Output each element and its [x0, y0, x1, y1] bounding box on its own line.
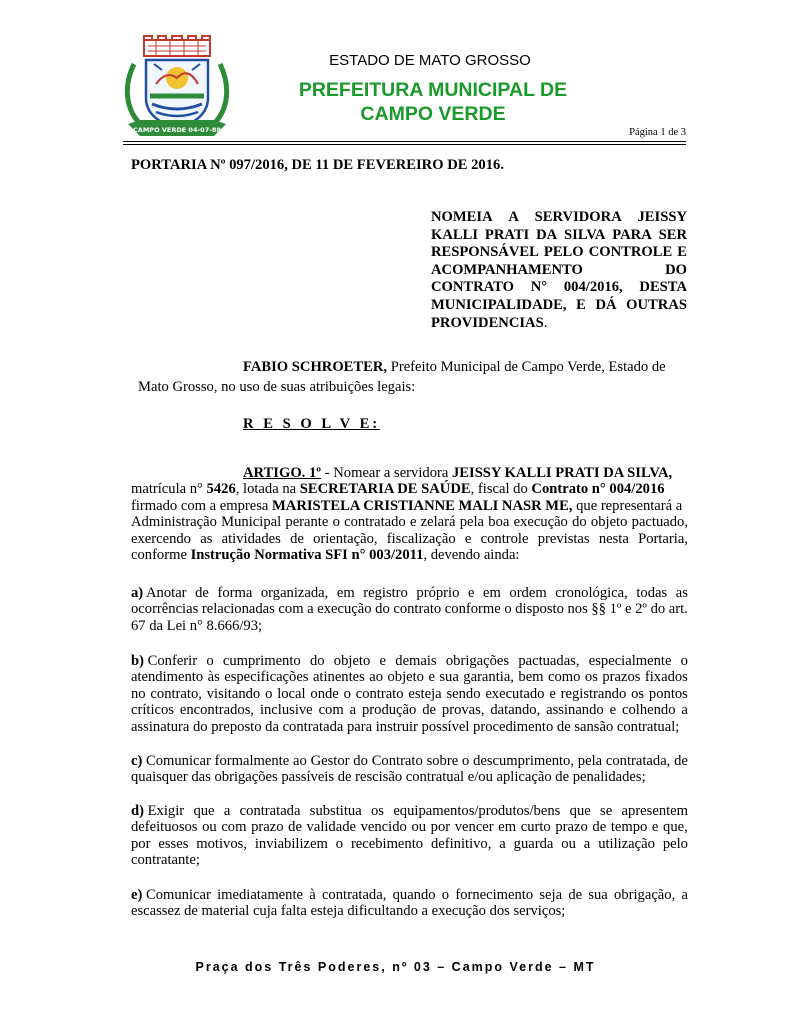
- item-line: [131, 753, 688, 769]
- word: os: [371, 803, 384, 819]
- word: imediatamente: [217, 887, 303, 903]
- footer-address: Praça dos Três Poderes, nº 03 – Campo Verde – MT: [195, 960, 596, 974]
- item-line: [131, 836, 688, 852]
- ementa-line: [431, 279, 687, 297]
- word: obrigação,: [614, 887, 676, 903]
- word: zelará: [420, 514, 456, 531]
- word: curto: [520, 819, 551, 836]
- word: validade: [306, 819, 356, 836]
- word: forma: [217, 585, 253, 601]
- word: c) Comunicar: [131, 753, 211, 769]
- artigo-text: que representará a: [572, 497, 683, 514]
- word: e: [428, 669, 435, 686]
- item-line: quaisquer das obrigações passíveis de rescisão contratual e/ou aplicação de penalidades;: [131, 769, 646, 786]
- word: do: [650, 601, 666, 618]
- word: guarda: [513, 835, 554, 852]
- word: objeto: [333, 653, 371, 669]
- ementa-line: [431, 244, 687, 262]
- word: ordem: [509, 585, 547, 601]
- word: ocorrências: [131, 601, 199, 618]
- word: por: [131, 835, 151, 852]
- servidora-name: JEISSY KALLI PRATI DA SILVA,: [451, 465, 673, 481]
- word: de: [674, 753, 688, 769]
- word: atinentes: [312, 669, 365, 686]
- contrato-number: Contrato n° 004/2016: [531, 481, 665, 498]
- word: execução: [513, 514, 568, 531]
- artigo-text: firmado com a empresa: [131, 497, 273, 514]
- page-number: Página 1 de 3: [629, 127, 686, 138]
- word: próprio: [416, 585, 460, 601]
- word: pactuadas,: [518, 653, 580, 669]
- preamble-line1-rest: Prefeito Municipal de Campo Verde, Estado de: [387, 359, 666, 375]
- word: o: [504, 601, 512, 618]
- municipal-crest-logo: [122, 34, 232, 140]
- word: objeto: [387, 669, 424, 686]
- word: organizada,: [260, 585, 329, 601]
- word: ao: [369, 669, 384, 686]
- ementa-line: [431, 262, 687, 280]
- ementa-word: KALLI: [431, 226, 479, 243]
- word: que: [193, 803, 215, 819]
- word: de: [422, 702, 436, 719]
- word: inclusive: [259, 702, 313, 719]
- word: art.: [668, 601, 688, 618]
- preamble-line2: Mato Grosso, no uso de suas atribuições legais:: [138, 379, 416, 395]
- word: utilização: [598, 835, 655, 852]
- word: colhendo: [622, 702, 676, 719]
- word: por: [430, 819, 451, 836]
- word: o: [206, 653, 214, 669]
- word: cumprimento: [222, 653, 301, 669]
- word: prazo: [555, 819, 588, 836]
- artigo-line1: [131, 465, 688, 481]
- word: atividades: [221, 530, 281, 547]
- word: apresentem: [621, 803, 688, 819]
- word: quando: [392, 887, 436, 903]
- word: com: [318, 702, 344, 719]
- ementa: [431, 209, 687, 332]
- word: contrato,: [150, 685, 202, 702]
- word: ou: [202, 819, 217, 836]
- resolve-heading: R E S O L V E:: [243, 416, 381, 432]
- word: e: [379, 653, 387, 669]
- word: especificações: [224, 669, 309, 686]
- item-line: [131, 686, 688, 702]
- ementa-word: DESTA: [639, 279, 687, 296]
- ementa-word: DA: [536, 226, 558, 243]
- word: a) Anotar: [131, 585, 187, 601]
- word: previstas: [537, 530, 590, 547]
- word: executado: [485, 685, 545, 702]
- word: ao: [293, 753, 307, 769]
- word: sendo: [446, 685, 481, 702]
- ementa-word: DO: [665, 261, 687, 278]
- word: a: [223, 803, 231, 819]
- artigo-line6: [131, 547, 688, 563]
- word: sua: [588, 887, 608, 903]
- artigo-line5: [131, 531, 688, 547]
- word: a: [681, 702, 688, 719]
- word: os: [631, 685, 645, 702]
- prefeitura-title-line2: CAMPO VERDE: [360, 103, 506, 125]
- word: com: [221, 819, 247, 836]
- item-line: [131, 803, 688, 819]
- word: contrato: [393, 601, 442, 618]
- ementa-word: SER: [658, 226, 687, 243]
- word: ou: [561, 835, 576, 852]
- word: as: [200, 530, 213, 547]
- word: provas,: [441, 702, 485, 719]
- word: de: [290, 530, 304, 547]
- word: atendimento: [131, 669, 204, 686]
- word: obrigações: [445, 653, 510, 669]
- ementa-word: N°: [530, 279, 548, 296]
- ementa-word: DÁ: [595, 296, 617, 313]
- ementa-word: PARA: [612, 226, 652, 243]
- ementa-period: .: [543, 314, 548, 331]
- word: em: [498, 819, 517, 836]
- secretaria-name: SECRETARIA DE SAÚDE: [299, 481, 471, 498]
- word: pela: [577, 753, 603, 769]
- word: Gestor: [310, 753, 350, 769]
- word: e: [467, 585, 475, 601]
- word: encontrados,: [179, 702, 255, 719]
- word: vencido: [360, 819, 407, 836]
- word: contratada,: [321, 887, 387, 903]
- word: fiscalização: [386, 530, 456, 547]
- word: o: [343, 685, 351, 702]
- word: em: [336, 585, 355, 601]
- word: contratada,: [605, 753, 671, 769]
- ementa-line: [431, 227, 687, 245]
- ementa-word: PELO: [543, 244, 584, 261]
- prefeitura-title-line1: PREFEITURA MUNICIPAL DE: [298, 79, 568, 101]
- ementa-word: PROVIDENCIAS: [431, 314, 544, 331]
- word: equipamentos/produtos/bens: [393, 803, 561, 819]
- word: se: [600, 803, 613, 819]
- item-d: [131, 803, 688, 869]
- word: cronológica,: [555, 585, 628, 601]
- item-line: [131, 653, 688, 669]
- word: orientação,: [313, 530, 378, 547]
- word: em: [482, 585, 501, 601]
- crest-ribbon-text: CAMPO VERDE 04-07-88: [133, 126, 221, 134]
- word: demais: [395, 653, 437, 669]
- word: prazo: [251, 819, 284, 836]
- ementa-word: SILVA: [564, 226, 606, 243]
- item-c: [131, 753, 688, 786]
- ementa-line: [431, 297, 687, 315]
- word: perante: [285, 514, 329, 531]
- word: fixados: [644, 669, 688, 686]
- ementa-word: CONTROLE: [588, 244, 673, 261]
- word: visitando: [206, 685, 261, 702]
- word: a: [583, 835, 591, 852]
- ementa-word: PRATI: [484, 226, 530, 243]
- ementa-word: E: [677, 244, 687, 261]
- word: recebimento: [350, 835, 424, 852]
- item-a: [131, 585, 688, 634]
- word: pelo: [662, 835, 688, 852]
- word: prazos: [602, 669, 641, 686]
- word: boa: [488, 514, 510, 531]
- instrucao-normativa: Instrução Normativa SFI n° 003/2011: [190, 547, 424, 564]
- ementa-word: JEISSY: [637, 209, 687, 225]
- word: registrando: [560, 685, 627, 702]
- word: o: [265, 685, 273, 702]
- word: execução: [317, 601, 372, 618]
- word: §§: [591, 601, 606, 618]
- ementa-word: NOMEIA: [431, 209, 493, 225]
- item-line: [131, 702, 688, 718]
- word: exercendo: [131, 530, 191, 547]
- ementa-line: [431, 209, 687, 227]
- word: o: [332, 514, 340, 531]
- word: local: [277, 685, 306, 702]
- item-letter: a): [131, 585, 144, 601]
- item-letter: c): [131, 753, 143, 769]
- prefeitura-title: [250, 78, 616, 126]
- artigo-text: matrícula n°: [131, 481, 207, 498]
- word: à: [309, 887, 316, 903]
- word: tempo: [610, 819, 648, 836]
- word: vencer: [454, 819, 494, 836]
- word: que: [569, 803, 591, 819]
- word: inviabilizem: [254, 835, 328, 852]
- word: o: [680, 653, 688, 669]
- item-letter: d): [131, 803, 144, 819]
- preamble: [131, 357, 688, 397]
- word: todas: [636, 585, 668, 601]
- word: pontos: [648, 685, 688, 702]
- word: a: [307, 601, 314, 618]
- word: do: [309, 653, 325, 669]
- word: o: [335, 835, 344, 852]
- ementa-word: MUNICIPALIDADE,: [431, 296, 567, 313]
- word: críticos: [131, 702, 174, 719]
- item-line: [131, 601, 688, 617]
- word: definitivo,: [430, 835, 492, 852]
- word: a: [499, 835, 506, 852]
- word: esteja: [408, 685, 442, 702]
- word: as: [675, 585, 688, 601]
- word: no: [131, 685, 146, 702]
- item-b: [131, 653, 688, 735]
- word: Contrato: [371, 753, 423, 769]
- word: e: [409, 514, 417, 531]
- word: a: [681, 887, 688, 903]
- word: disposto: [515, 601, 564, 618]
- word: contratada: [239, 803, 301, 819]
- word: que,: [663, 819, 688, 836]
- word: de: [592, 819, 607, 836]
- word: contrato: [355, 685, 404, 702]
- word: o: [461, 753, 470, 769]
- word: contratado: [344, 514, 406, 531]
- state-name: ESTADO DE MATO GROSSO: [329, 52, 531, 69]
- word: pactuado,: [631, 514, 688, 531]
- word: com: [278, 601, 304, 618]
- item-line: escassez de material cuja falta esteja dificultando a execução dos serviços;: [131, 903, 566, 920]
- matricula-number: 5426: [206, 481, 236, 498]
- word: formalmente: [214, 753, 290, 769]
- item-letter: b): [131, 653, 144, 669]
- word: e: [609, 702, 617, 719]
- word: registro: [363, 585, 408, 601]
- word: às: [207, 669, 220, 686]
- word: substitua: [309, 803, 362, 819]
- word: defeituosos: [131, 819, 198, 836]
- word: Municipal: [221, 514, 282, 531]
- ementa-word: A: [508, 209, 519, 225]
- word: motivos,: [196, 835, 247, 852]
- word: fornecimento: [455, 887, 534, 903]
- artigo-line3: [131, 498, 688, 514]
- ementa-line: [431, 315, 687, 333]
- portaria-title: PORTARIA Nº 097/2016, DE 11 DE FEVEREIRO DE 2016.: [131, 157, 504, 173]
- word: d) Exigir: [131, 803, 185, 819]
- word: garantia,: [463, 669, 514, 686]
- word: e: [625, 601, 632, 618]
- word: o: [441, 887, 450, 903]
- mayor-name: FABIO SCHROETER,: [243, 359, 388, 375]
- item-e: [131, 887, 688, 920]
- word: seja: [539, 887, 563, 903]
- word: especialmente: [588, 653, 672, 669]
- word: do: [572, 514, 587, 531]
- word: de: [195, 585, 209, 601]
- ementa-word: SERVIDORA: [534, 209, 622, 225]
- word: 1º: [609, 601, 622, 618]
- header-divider-2: [123, 144, 686, 145]
- word: e: [464, 530, 472, 547]
- artigo-text: conforme: [131, 547, 191, 564]
- word: onde: [310, 685, 339, 702]
- item-line: 67 da Lei n° 8.666/93;: [131, 617, 263, 634]
- word: a: [349, 702, 357, 719]
- word: de: [568, 887, 583, 903]
- word: objeto: [590, 514, 628, 531]
- word: Portaria,: [638, 530, 688, 547]
- word: relacionadas: [201, 601, 275, 618]
- artigo-1: [131, 465, 688, 563]
- word: controle: [480, 530, 529, 547]
- ementa-word: CONTRATO: [431, 279, 514, 296]
- artigo-text: , devendo ainda:: [423, 547, 520, 564]
- item-line: assinatura do preposto da contratada para instruir possível procedimento de sansão contratual;: [131, 718, 680, 735]
- preamble-line1: [131, 357, 688, 377]
- item-line: contratante;: [131, 852, 200, 869]
- empresa-name: MARISTELA CRISTIANNE MALI NASR ME,: [272, 497, 573, 514]
- word: datando,: [490, 702, 541, 719]
- word: do: [375, 601, 390, 618]
- word: assinando: [546, 702, 604, 719]
- word: do: [353, 753, 368, 769]
- item-letter: e): [131, 887, 143, 903]
- word: sobre: [426, 753, 459, 769]
- word: de: [288, 819, 302, 836]
- artigo-label: ARTIGO. 1º: [243, 465, 322, 481]
- ementa-word: OUTRAS: [626, 296, 687, 313]
- artigo-text: , lotada na: [235, 481, 300, 498]
- word: bem: [518, 669, 544, 686]
- word: produção: [362, 702, 417, 719]
- artigo-line4: [131, 514, 688, 530]
- word: Administração: [131, 514, 217, 531]
- word: sua: [439, 669, 459, 686]
- artigo-text: - Nomear a servidora: [321, 465, 452, 481]
- item-line: [131, 669, 688, 685]
- header-divider: [123, 141, 686, 142]
- word: descumprimento,: [473, 753, 574, 769]
- artigo-text: , fiscal do: [470, 481, 532, 498]
- word: nos: [567, 601, 588, 618]
- word: e: [549, 685, 556, 702]
- word: os: [584, 669, 598, 686]
- word: nesta: [598, 530, 629, 547]
- word: como: [548, 669, 581, 686]
- item-line: [131, 819, 688, 835]
- item-line: [131, 887, 688, 903]
- word: b) Conferir: [131, 653, 198, 669]
- ementa-word: ACOMPANHAMENTO: [431, 261, 583, 278]
- word: pela: [459, 514, 485, 531]
- ementa-word: RESPONSÁVEL: [431, 244, 539, 261]
- word: e) Comunicar: [131, 887, 211, 903]
- word: esses: [158, 835, 189, 852]
- word: ou: [411, 819, 427, 836]
- word: 2º: [635, 601, 647, 618]
- ementa-word: 004/2016,: [563, 279, 623, 296]
- item-line: [131, 585, 688, 601]
- artigo-line2: [131, 481, 688, 497]
- word: e: [651, 819, 659, 836]
- ementa-word: E: [576, 296, 586, 313]
- word: conforme: [444, 601, 501, 618]
